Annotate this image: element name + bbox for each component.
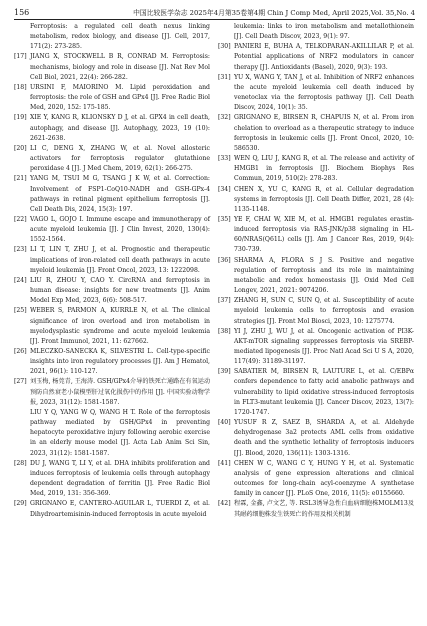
reference-number: [33] [218,155,231,163]
reference-text: LI C, DENG X, ZHANG W, et al. Novel allosteric activators for ferroptosis regulator glutathione peroxidase 4 [J]. J Med Chem, 2019, 62(1): 266-275. [30,144,210,173]
reference-item [218,499,414,519]
reference-number: [41] [218,459,231,467]
reference-item [14,52,210,82]
reference-number: [19] [14,114,27,122]
reference-text: YE F, CHAI W, XIE M, et al. HMGB1 regulates erastin-induced ferroptosis via RAS-JNK/p38 signaling in HL-60/NRAS(Q61L) cells [J]. Am J Cancer Res, 2019, 9(4): 730-739. [234,215,414,254]
reference-text: GRIGNANO E, CANTERO-AGUILAR L, TUERDI Z, et al. Dihydroartemisinin-induced ferroptosis in acute myeloid [30,500,210,518]
left-reference-list [14,52,210,519]
reference-text: YI J, ZHU J, WU J, et al. Oncogenic activation of PI3K-AKT-mTOR signaling suppresses ferroptosis via SREBP-mediated lipogenesis [J]. Proc Natl Acad Sci U S A, 2020, 117(49): 31189-31197. [234,327,414,366]
reference-item [14,245,210,275]
reference-item [14,306,210,347]
reference-continuation: Ferroptosis: a regulated cell death nexus linking metabolism, redox biology, and disease [J]. Cell, 2017, 171(2): 273-285. [30,23,210,51]
reference-text: 程霖, 金鑫, 卢文艺, 等. RSL3诱导急性白血病细胞株MOLM13及其耐药细胞株发生铁死亡的作用及相关机制 [234,500,414,518]
reference-number: [34] [218,185,231,193]
right-reference-list [218,42,414,519]
reference-item [14,459,210,500]
reference-number: [18] [14,83,27,91]
reference-text: YU X, WANG Y, TAN J, et al. Inhibition of NRF2 enhances the acute myeloid leukemia cell death induced by venetoclax via the ferroptosis pathway [J]. Cell Death Discov, 2024, 10(1): 35. [234,73,414,112]
reference-text: LI T, LIN T, ZHU J, et al. Prognostic and therapeutic implications of iron-related cell death pathways in acute myeloid leukemia [J]. Front Oncol, 2023, 13: 1222098. [30,246,210,274]
reference-number: [39] [218,368,231,376]
reference-item [14,408,210,459]
page-header [14,7,415,20]
reference-number: [17] [14,53,27,61]
reference-item [218,327,414,368]
reference-item [14,83,210,113]
reference-item [14,174,210,215]
reference-item [14,377,210,407]
reference-text: DU J, WANG T, LI Y, et al. DHA inhibits proliferation and induces ferroptosis of leukemia cells through autophagy dependent degradation of ferritin [J]. Free Radic Biol Med, 2019, 131: 356-369. [30,459,210,498]
reference-number: [30] [218,43,231,51]
reference-text: WEN Q, LIU J, KANG R, et al. The release and activity of HMGB1 in ferroptosis [J]. Biochem Biophys Res Commun, 2019, 510(2): 278-283. [234,155,414,183]
reference-item [218,42,414,72]
reference-item [14,113,210,143]
reference-number: [40] [218,419,231,427]
reference-item [14,499,210,519]
reference-number: [24] [14,276,27,284]
reference-text: JIANG X, STOCKWELL B R, CONRAD M. Ferroptosis: mechanisms, biology and role in disease [J]. Nat Rev Mol Cell Biol, 2021, 22(4): 266-282. [30,53,210,81]
journal-running-title: 中国比较医学杂志 2025年4月第35卷第4期 Chin J Comp Med, April 2025,Vol. 35,No. 4 [133,9,415,17]
reference-number: [25] [14,307,27,315]
reference-item [218,73,414,114]
reference-text: YUSUF R Z, SAEZ B, SHARDA A, et al. Aldehyde dehydrogenase 3a2 protects AML cells from oxidative death and the synthetic lethality of ferroptosis inducers [J]. Blood, 2020, 136(11): 1303-1316. [234,419,414,457]
reference-item [218,418,414,459]
reference-number: [36] [218,256,231,264]
reference-number: [26] [14,348,27,355]
reference-number: [42] [218,500,231,508]
reference-text: CHEN W C, WANG C Y, HUNG Y H, et al. Systematic analysis of gene expression alterations and clinical outcomes for long-chain acyl-coenzyme A synthetase family in cancer [J]. PLoS One, 2016, 11(5): e0155660. [234,459,414,498]
reference-text: YANG M, TSUI M G, TSANG J K W, et al. Correction: Involvement of FSP1-CoQ10-NADH and GSH-GPx-4 pathways in retinal pigment epithelium ferroptosis [J]. Cell Death Dis, 2024, 15(3): 197. [30,175,210,213]
reference-continuation: leukemia: links to iron metabolism and metallothionein [J]. Cell Death Discov, 2023, 9(1): 97. [234,23,414,41]
reference-text: CHEN X, YU C, KANG R, et al. Cellular degradation systems in ferroptosis [J]. Cell Death Differ, 2021, 28 (4): 1135-1148. [234,185,414,213]
reference-text: VAGO L, GOJO I. Immune escape and immunotherapy of acute myeloid leukemia [J]. J Clin Invest, 2020, 130(4): 1552-1564. [30,215,210,244]
reference-text: MLECZKO-SANECKA K, SILVESTRI L. Cell-type-specific insights into iron regulatory processes [J]. Am J Hematol, 2021, 96(1): 110-127. [30,348,210,376]
reference-text: PANIERI E, BUHA A, TELKOPARAN-AKILLILAR P, et al. Potential applications of NRF2 modulators in cancer therapy [J]. Antioxidants (Basel), 2020, 9(3): 193. [234,43,414,71]
reference-item [14,144,210,174]
reference-text: URSINI F, MAIORINO M. Lipid peroxidation and ferroptosis: the role of GSH and GPx4 [J]. Free Radic Biol Med, 2020, 152: 175-185. [30,83,210,112]
reference-number: [37] [218,297,231,305]
reference-text: 刘玉梅, 杨莞青, 王海涛. GSH/GPx4介导的铁死亡通路在有氧运动预防自然衰老小鼠模型肝过氧化损伤中的作用 [J]. 中国实验动物学报, 2023, 31(12): 1581-1587. [30,378,210,406]
reference-number: [29] [14,500,27,508]
reference-item [218,459,414,500]
reference-item [14,347,210,377]
reference-item [218,154,414,184]
reference-text: SABATIER M, BIRSEN R, LAUTURE L, et al. C/EBPα confers dependence to fatty acid anabolic pathways and vulnerability to lipid oxidative stress-induced ferroptosis in FLT3-mutant leukemia [J]. Cancer Discov, 2023, 13(7): 1720-1747. [234,368,414,416]
reference-item [218,296,414,326]
reference-item [218,215,414,256]
reference-item [218,256,414,297]
reference-text: GRIGNANO E, BIRSEN R, CHAPUIS N, et al. From iron chelation to overload as a therapeutic strategy to induce ferroptosis in leukemic cells [J]. Front Oncol, 2020, 10: 586530. [234,114,414,152]
reference-item [14,215,210,245]
reference-number: [35] [218,215,231,223]
reference-number: [22] [14,215,27,223]
reference-text: XIE Y, KANG R, KLIONSKY D J, et al. GPX4 in cell death, autophagy, and disease [J]. Autophagy, 2023, 19 (10): 2621-2638. [30,114,210,142]
reference-item [218,113,414,154]
reference-number: [31] [218,73,231,81]
reference-text: LIU R, ZHOU Y, CAO Y. CircRNA and ferroptosis in human disease: insights for new treatments [J]. Anim Model Exp Med, 2023, 6(6): 508-517. [30,276,210,305]
right-column [218,22,414,520]
page-number: 156 [14,8,30,17]
reference-text: ZHANG H, SUN C, SUN Q, et al. Susceptibility of acute myeloid leukemia cells to ferroptosis and evasion strategies [J]. Front Mol Biosci, 2023, 10: 1275774. [234,297,414,325]
reference-item [218,367,414,418]
reference-number: [32] [218,114,231,122]
reference-text: WEBER S, PARMON A, KURRLE N, et al. The clinical significance of iron overload and iron metabolism in myelodysplastic syndrome and acute myeloid leukemia [J]. Front Immunol, 2021, 11: 627662. [30,307,210,345]
reference-item [218,185,414,215]
reference-text: LIU Y Q, YANG W Q, WANG H T. Role of the ferroptosis pathway mediated by GSH/GPx4 in preventing hepatocyte peroxidative injury following aerobic exercise in an elderly mouse model [J]. Acta Lab Anim Sci Sin, 2023, 31(12): 1581-1587. [30,408,210,457]
reference-number: [23] [14,246,27,254]
left-column [14,22,210,520]
reference-number: [38] [218,327,231,335]
reference-item [14,276,210,306]
reference-number: [28] [14,459,27,467]
reference-number: [27] [14,378,27,386]
reference-number: [21] [14,175,27,183]
reference-number: [20] [14,144,27,152]
reference-text: SHARMA A, FLORA S J S. Positive and negative regulation of ferroptosis and its role in maintaining metabolic and redox homeostasis [J]. Oxid Med Cell Longev, 2021, 2021: 9074206. [234,256,414,295]
